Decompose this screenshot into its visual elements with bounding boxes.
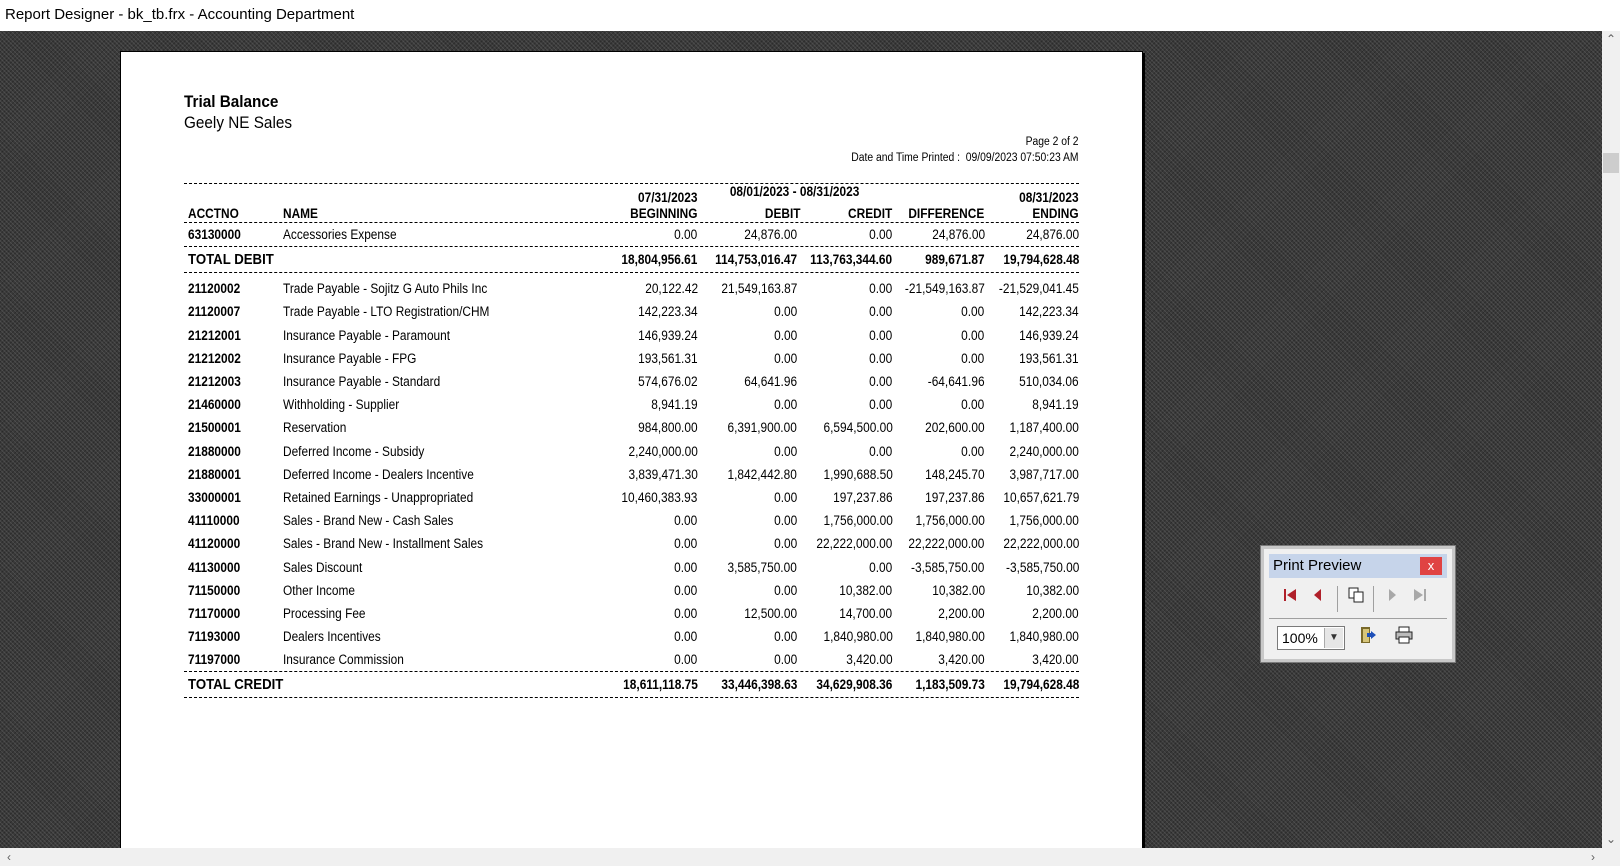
account-number: 41110000: [188, 513, 240, 529]
report-page: [120, 51, 1143, 848]
col-acctno: ACCTNO: [188, 206, 239, 221]
credit-amount: 22,222,000.00: [816, 536, 893, 552]
beginning-balance: 10,460,383.93: [621, 489, 698, 505]
account-name: Sales - Brand New - Cash Sales: [283, 513, 454, 529]
total-debit-diff: 989,671.87: [925, 252, 985, 268]
col-beginning: 07/31/2023 BEGINNING: [630, 190, 698, 221]
credit-amount: 6,594,500.00: [822, 420, 893, 436]
col-debit: [698, 184, 893, 222]
account-number: 41130000: [188, 559, 241, 575]
ending-balance: 1,187,400.00: [1009, 420, 1079, 436]
vertical-scroll-thumb[interactable]: [1603, 153, 1619, 173]
printer-icon: [1394, 625, 1414, 645]
previous-page-button[interactable]: [1305, 586, 1331, 612]
total-debit-debit: 114,753,016.47: [715, 252, 798, 268]
debit-amount: 12,500.00: [744, 605, 798, 621]
ending-balance: 10,382.00: [1026, 582, 1079, 598]
chevron-down-icon[interactable]: ▼: [1324, 628, 1343, 648]
goto-page-button[interactable]: [1343, 586, 1369, 612]
total-credit-row: [184, 672, 1079, 697]
total-credit-end: 19,794,628.48: [1003, 677, 1079, 693]
ending-balance: -21,529,041.45: [999, 281, 1079, 297]
table-row: [184, 486, 1079, 509]
report-meta: [852, 134, 1079, 166]
difference-amount: -3,585,750.00: [911, 559, 985, 575]
debit-amount: 0.00: [773, 397, 798, 413]
credit-amount: 0.00: [869, 443, 893, 459]
exit-door-icon: [1358, 625, 1378, 645]
window-title: Report Designer - bk_tb.frx - Accounting Department: [0, 0, 1620, 31]
beginning-balance: 193,561.31: [638, 350, 698, 366]
account-name: Reservation: [283, 420, 347, 436]
account-name: Withholding - Supplier: [283, 397, 400, 413]
account-name: Insurance Payable - Paramount: [283, 327, 451, 343]
last-page-icon: [1412, 587, 1428, 603]
table-row: [184, 277, 1079, 300]
toolbar-separator: [1373, 586, 1374, 612]
difference-amount: 197,237.86: [925, 489, 985, 505]
difference-amount: 0.00: [961, 350, 985, 366]
ending-balance: 2,200.00: [1032, 605, 1079, 621]
ending-balance: 24,876.00: [1026, 227, 1079, 243]
debit-amount: 0.00: [773, 327, 798, 343]
beginning-balance: 20,122.42: [644, 281, 698, 297]
difference-amount: 10,382.00: [931, 582, 985, 598]
col-ending: 08/31/2023 ENDING: [1019, 190, 1079, 221]
account-number: 21212003: [188, 374, 241, 390]
difference-amount: 0.00: [961, 327, 985, 343]
difference-amount: 24,876.00: [931, 227, 985, 243]
period-label: 08/01/2023 - 08/31/2023: [730, 184, 860, 199]
printed-label: Date and Time Printed :: [851, 152, 961, 164]
toolbar-divider: [1269, 618, 1447, 619]
credit-amount: 10,382.00: [839, 582, 893, 598]
credit-amount: 1,840,980.00: [822, 629, 893, 645]
account-name: Trade Payable - LTO Registration/CHM: [283, 304, 490, 320]
credit-section: [184, 277, 1079, 671]
scroll-right-icon[interactable]: ›: [1591, 850, 1595, 864]
beginning-balance: 2,240,000.00: [628, 443, 698, 459]
account-number: 33000001: [188, 489, 241, 505]
table-row: [184, 416, 1079, 439]
account-number: 21460000: [188, 397, 241, 413]
ending-balance: 22,222,000.00: [1003, 536, 1079, 552]
beginning-balance: 0.00: [674, 559, 698, 575]
table-row: [184, 223, 1079, 246]
debit-amount: 0.00: [773, 513, 798, 529]
difference-amount: 0.00: [961, 443, 985, 459]
first-page-button[interactable]: [1277, 586, 1303, 612]
account-number: 21120002: [188, 281, 241, 297]
difference-amount: -21,549,163.87: [904, 281, 985, 297]
ending-balance: -3,585,750.00: [1005, 559, 1079, 575]
beginning-balance: 0.00: [674, 227, 698, 243]
ending-balance: 2,240,000.00: [1009, 443, 1079, 459]
debit-amount: 6,391,900.00: [727, 420, 798, 436]
account-number: 21120007: [188, 304, 241, 320]
credit-amount: 0.00: [869, 227, 893, 243]
table-row: [184, 440, 1079, 463]
account-name: Deferred Income - Dealers Incentive: [283, 466, 475, 482]
toolbar-separator: [1337, 586, 1338, 612]
debit-amount: 0.00: [773, 582, 798, 598]
account-name: Trade Payable - Sojitz G Auto Phils Inc: [283, 281, 488, 297]
difference-amount: 22,222,000.00: [908, 536, 985, 552]
beginning-balance: 0.00: [674, 652, 698, 668]
beginning-balance: 8,941.19: [651, 397, 698, 413]
printed-info: [852, 150, 1079, 166]
credit-amount: 0.00: [869, 350, 893, 366]
account-number: 71150000: [188, 582, 241, 598]
beginning-balance: 0.00: [674, 536, 698, 552]
account-number: 21500001: [188, 420, 241, 436]
next-page-button[interactable]: [1379, 586, 1405, 612]
ending-balance: 142,223.34: [1019, 304, 1079, 320]
account-number: 21212002: [188, 350, 241, 366]
preview-viewport[interactable]: [0, 31, 1602, 848]
debit-amount: 0.00: [773, 304, 798, 320]
beginning-balance: 574,676.02: [638, 374, 698, 390]
close-preview-button[interactable]: [1355, 625, 1381, 651]
print-preview-title: Print Preview: [1273, 557, 1362, 574]
account-number: 21880000: [188, 443, 241, 459]
report-body: [184, 92, 1079, 698]
account-number: 71170000: [188, 605, 241, 621]
ending-balance: 3,987,717.00: [1009, 466, 1079, 482]
total-credit-debit: 33,446,398.63: [721, 677, 798, 693]
table-row: [184, 509, 1079, 532]
print-preview-toolbar[interactable]: [1260, 545, 1456, 663]
beginning-balance: 984,800.00: [638, 420, 698, 436]
difference-amount: 202,600.00: [925, 420, 985, 436]
total-credit-divider: [184, 697, 1079, 698]
previous-page-icon: [1310, 587, 1326, 603]
scroll-up-icon[interactable]: ⌃: [1605, 32, 1617, 46]
ending-balance: 8,941.19: [1032, 397, 1079, 413]
beginning-balance: 146,939.24: [638, 327, 698, 343]
beginning-balance: 0.00: [674, 605, 698, 621]
page-info: Page 2 of 2: [1026, 136, 1079, 148]
col-credit-label: CREDIT: [848, 206, 893, 221]
account-name: Insurance Payable - Standard: [283, 374, 441, 390]
credit-amount: 0.00: [869, 559, 893, 575]
difference-amount: -64,641.96: [927, 374, 985, 390]
table-header: [184, 184, 1079, 222]
total-debit-credit: 113,763,344.60: [810, 252, 893, 268]
difference-amount: 0.00: [961, 304, 985, 320]
table-row: [184, 324, 1079, 347]
difference-amount: 1,756,000.00: [915, 513, 985, 529]
credit-amount: 1,756,000.00: [822, 513, 893, 529]
table-row: [184, 347, 1079, 370]
table-row: [184, 625, 1079, 648]
account-name: Sales - Brand New - Installment Sales: [283, 536, 484, 552]
report-title: Trial Balance: [184, 92, 279, 111]
account-name: Retained Earnings - Unappropriated: [283, 489, 474, 505]
credit-amount: 0.00: [869, 327, 893, 343]
total-debit-beg: 18,804,956.61: [621, 252, 698, 268]
zoom-select[interactable]: [1277, 626, 1345, 650]
col-debit-label: DEBIT: [764, 206, 801, 221]
account-name: Accessories Expense: [283, 227, 398, 243]
account-name: Insurance Payable - FPG: [283, 350, 417, 366]
total-debit-row: [184, 247, 1079, 272]
ending-balance: 10,657,621.79: [1003, 489, 1079, 505]
account-name: Insurance Commission: [283, 652, 405, 668]
next-page-icon: [1384, 587, 1400, 603]
debit-amount: 0.00: [773, 629, 798, 645]
ending-balance: 193,561.31: [1019, 350, 1079, 366]
ending-balance: 1,756,000.00: [1009, 513, 1079, 529]
debit-amount: 24,876.00: [744, 227, 798, 243]
table-row: [184, 555, 1079, 578]
account-name: Other Income: [283, 582, 356, 598]
debit-section: [184, 223, 1079, 246]
zoom-value: 100%: [1282, 630, 1318, 646]
account-name: Sales Discount: [283, 559, 363, 575]
beginning-balance: 0.00: [674, 629, 698, 645]
debit-amount: 0.00: [773, 350, 798, 366]
account-number: 21212001: [188, 327, 241, 343]
credit-amount: 14,700.00: [839, 605, 893, 621]
difference-amount: 2,200.00: [938, 605, 985, 621]
account-number: 21880001: [188, 466, 241, 482]
debit-amount: 21,549,163.87: [721, 281, 798, 297]
beginning-balance: 0.00: [674, 513, 698, 529]
debit-amount: 1,842,442.80: [727, 466, 798, 482]
report-company: Geely NE Sales: [184, 113, 292, 132]
table-row: [184, 532, 1079, 555]
ending-balance: 3,420.00: [1032, 652, 1079, 668]
debit-amount: 0.00: [773, 536, 798, 552]
debit-amount: 3,585,750.00: [727, 559, 798, 575]
ending-balance: 510,034.06: [1019, 374, 1079, 390]
table-row: [184, 579, 1079, 602]
credit-amount: 0.00: [869, 304, 893, 320]
account-name: Dealers Incentives: [283, 629, 382, 645]
credit-amount: 1,990,688.50: [822, 466, 893, 482]
difference-amount: 1,840,980.00: [915, 629, 985, 645]
print-preview-title-bar[interactable]: [1269, 554, 1447, 578]
copy-pages-icon: [1347, 586, 1365, 604]
credit-amount: 197,237.86: [832, 489, 893, 505]
scroll-left-icon[interactable]: ‹: [7, 850, 11, 864]
horizontal-scrollbar[interactable]: [0, 848, 1602, 866]
total-credit-beg: 18,611,118.75: [622, 677, 698, 693]
debit-amount: 64,641.96: [744, 374, 798, 390]
total-debit-label: TOTAL DEBIT: [188, 251, 274, 269]
beginning-balance: 142,223.34: [638, 304, 698, 320]
account-number: 41120000: [188, 536, 241, 552]
beginning-balance: 0.00: [674, 582, 698, 598]
account-name: Processing Fee: [283, 605, 366, 621]
debit-amount: 0.00: [773, 652, 798, 668]
table-row: [184, 602, 1079, 625]
col-name: NAME: [283, 206, 319, 221]
total-credit-label: TOTAL CREDIT: [188, 676, 284, 694]
total-credit-diff: 1,183,509.73: [915, 677, 985, 693]
account-name: Deferred Income - Subsidy: [283, 443, 425, 459]
table-row: [184, 300, 1079, 323]
beginning-balance: 3,839,471.30: [628, 466, 698, 482]
table-row: [184, 370, 1079, 393]
account-number: 71197000: [188, 652, 241, 668]
debit-amount: 0.00: [773, 443, 798, 459]
ending-balance: 146,939.24: [1019, 327, 1079, 343]
account-number: 63130000: [188, 227, 241, 243]
print-button[interactable]: [1391, 625, 1417, 651]
last-page-button[interactable]: [1407, 586, 1433, 612]
trial-balance-table: [184, 184, 1079, 222]
credit-amount: 3,420.00: [846, 652, 893, 668]
close-button[interactable]: x: [1420, 557, 1442, 575]
table-row: [184, 648, 1079, 671]
total-debit-end: 19,794,628.48: [1003, 252, 1079, 268]
table-row: [184, 463, 1079, 486]
first-page-icon: [1282, 587, 1298, 603]
ending-balance: 1,840,980.00: [1009, 629, 1079, 645]
credit-amount: 0.00: [869, 281, 893, 297]
vertical-scrollbar[interactable]: [1602, 31, 1620, 848]
difference-amount: 0.00: [961, 397, 985, 413]
total-credit-credit: 34,629,908.36: [816, 677, 893, 693]
difference-amount: 3,420.00: [938, 652, 985, 668]
scrollbar-corner: [1602, 848, 1620, 866]
printed-value: 09/09/2023 07:50:23 AM: [966, 152, 1079, 164]
debit-amount: 0.00: [773, 489, 798, 505]
table-row: [184, 393, 1079, 416]
col-difference: DIFFERENCE: [908, 206, 985, 221]
credit-amount: 0.00: [869, 397, 893, 413]
difference-amount: 148,245.70: [925, 466, 985, 482]
scroll-down-icon[interactable]: ⌄: [1605, 832, 1617, 846]
account-number: 71193000: [188, 629, 241, 645]
credit-amount: 0.00: [869, 374, 893, 390]
